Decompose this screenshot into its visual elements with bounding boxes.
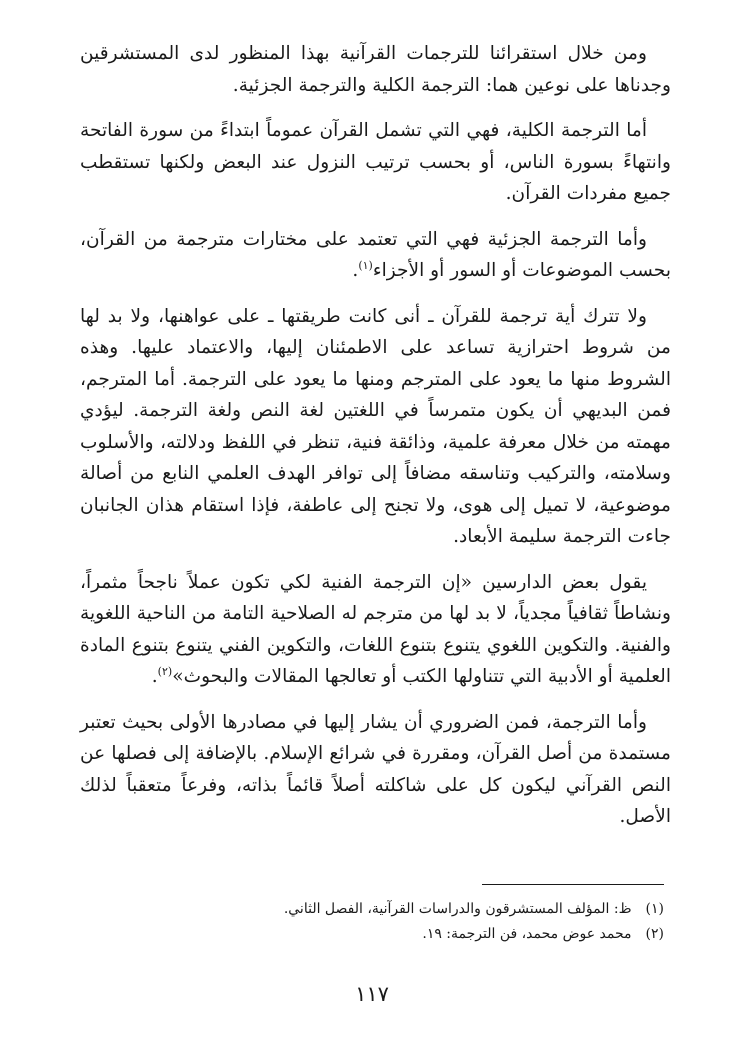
footnote-text: محمد عوض محمد، فن الترجمة: ١٩. bbox=[422, 926, 632, 942]
footnote-divider bbox=[482, 884, 664, 885]
footnote-number: (١) bbox=[645, 901, 664, 917]
paragraph-partial-translation: وأما الترجمة الجزئية فهي التي تعتمد على مختارات مترجمة من القرآن، بحسب الموضوعات أو السور أو الأجزاء$^{(١)}$. bbox=[80, 228, 671, 281]
footnotes bbox=[73, 897, 664, 947]
footnote-number: (٢) bbox=[645, 926, 664, 942]
paragraph-translation-conditions: ولا تترك أية ترجمة للقرآن ـ أنى كانت طريقتها ـ على عواهنها، ولا بد لها من شروط احترازية تساعد على الاطمئنان إليها، والاعتماد عليها. وهذه الشروط منها ما يعود على المترجم ومنها ما يعود على الترجمة. أما المترجم، فمن البديهي أن يكون متمرساً في اللغتين لغة النص ولغة الترجمة. ليؤدي مهمته من خلال معرفة علمية، وذائقة فنية، تنظر في اللفظ ودلالته، والأسلوب وسلامته، والتركيب وتناسقه مضافاً إلى توافر الهدف العلمي النابع من أصالة موضوعية، لا تميل إلى هوى، ولا تجنح إلى عاطفة، فإذا استقام هذان الجانبان جاءت الترجمة سليمة الأبعاد. bbox=[80, 305, 671, 547]
paragraph-quote: يقول بعض الدارسين «إن الترجمة الفنية لكي تكون عملاً ناجحاً مثمراً، ونشاطاً ثقافياً مجدياً، لا بد لها من مترجم له الصلاحية التامة من الناحية اللغوية والفنية. والتكوين اللغوي يتنوع بتنوع اللغات، والتكوين الفني يتنوع بتنوع المادة العلمية أو الأدبية التي تتناولها الكتب أو تعالجها المقالات والبحوث»$^{(٢)}$. bbox=[80, 571, 671, 687]
footnote-1 bbox=[73, 897, 664, 922]
paragraph-closing: وأما الترجمة، فمن الضروري أن يشار إليها في مصادرها الأولى بحيث تعتبر مستمدة من أصل القرآن، ومقررة في شرائع الإسلام. بالإضافة إلى فصلها عن النص القرآني ليكون كل على شاكلته أصلاً قائماً بذاته، وفرعاً متعقباً لذلك الأصل. bbox=[80, 711, 671, 827]
page-number: ١١٧ bbox=[355, 982, 389, 1006]
paragraph-total-translation: أما الترجمة الكلية، فهي التي تشمل القرآن عموماً ابتداءً من سورة الفاتحة وانتهاءً بسورة الناس، أو بحسب ترتيب النزول عند البعض ولكنها تستقطب جميع مفردات القرآن. bbox=[80, 120, 671, 204]
paragraph-intro: ومن خلال استقرائنا للترجمات القرآنية بهذا المنظور لدى المستشرقين وجدناها على نوعين هما: الترجمة الكلية والترجمة الجزئية. bbox=[80, 43, 671, 96]
body-text bbox=[80, 38, 671, 847]
footnote-text: ظ: المؤلف المستشرقون والدراسات القرآنية، الفصل الثاني. bbox=[283, 901, 632, 917]
footnote-2 bbox=[73, 922, 664, 947]
footnote-ref-2: (٢) bbox=[157, 664, 173, 678]
footnote-ref-1: (١) bbox=[358, 258, 373, 272]
